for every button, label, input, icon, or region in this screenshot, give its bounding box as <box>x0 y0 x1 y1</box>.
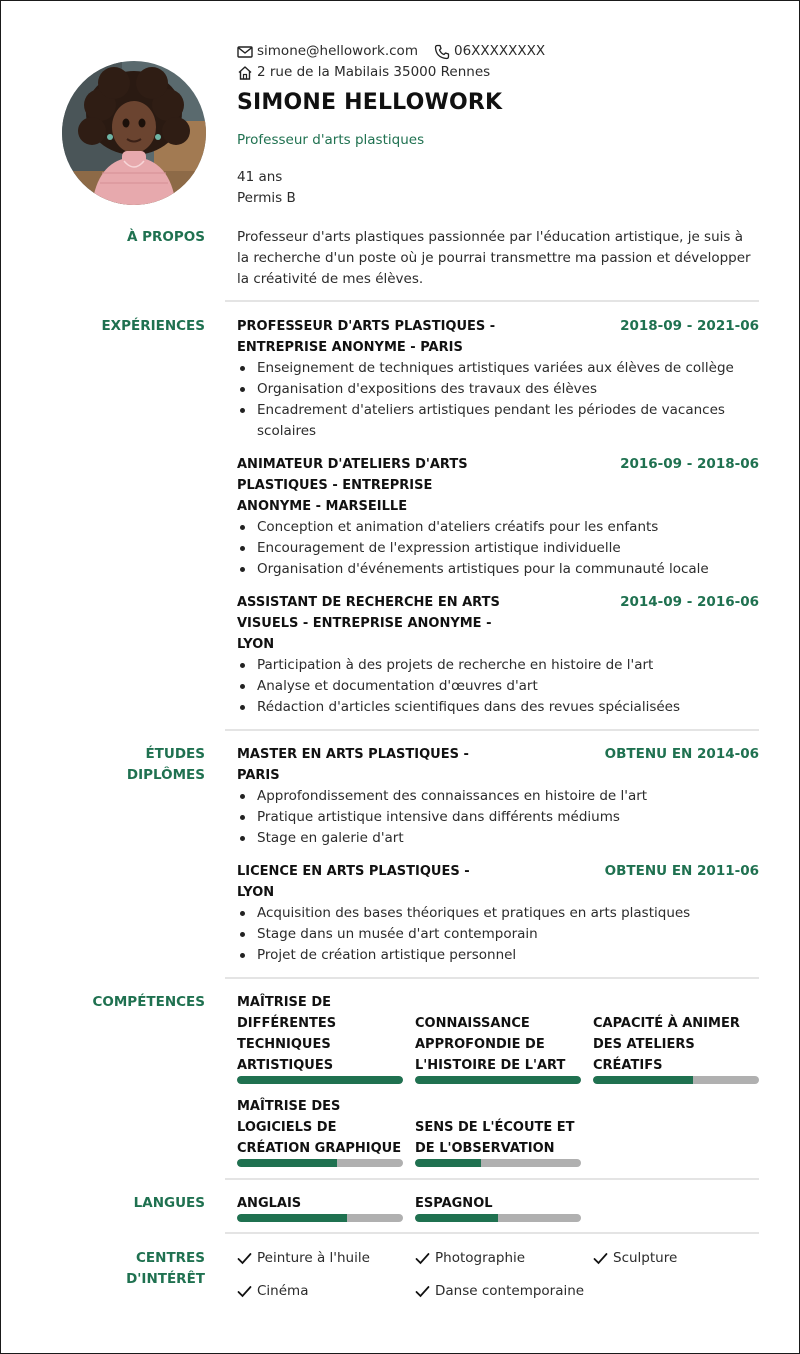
language-item <box>415 1193 581 1222</box>
checkmark-icon <box>237 1285 252 1298</box>
skill-level-fill <box>415 1159 481 1167</box>
phone-text: 06XXXXXXXX <box>453 43 546 59</box>
skill-name-line: APPROFONDIE DE <box>415 1037 545 1052</box>
skill-name-line: DES ATELIERS <box>593 1037 695 1052</box>
checkmark-icon <box>415 1285 430 1298</box>
checkmark-icon <box>415 1252 430 1265</box>
experiences-entry-header <box>237 592 759 655</box>
experiences-entry-title <box>237 592 507 655</box>
about-text: Professeur d'arts plastiques passionnée par l'éducation artistique, je suis à la recherche d'un poste où je pourrai transmettre ma passion et développer la créativité de mes élèves. <box>237 229 751 287</box>
education-entry-title <box>237 861 507 903</box>
skills-section <box>0 992 800 1167</box>
skill-name <box>237 1096 403 1159</box>
candidate-age: 41 ans <box>237 169 283 185</box>
experiences-title-line: PLASTIQUES - ENTREPRISE <box>237 478 433 493</box>
experiences-entry <box>237 592 759 718</box>
email-contact[interactable] <box>237 41 418 62</box>
skill-name-line: ARTISTIQUES <box>237 1058 334 1073</box>
bullet-item: Enseignement de techniques artistiques variées aux élèves de collège <box>237 358 759 379</box>
bullet-item: Stage en galerie d'art <box>237 828 759 849</box>
skill-level-bar <box>415 1076 581 1084</box>
education-title-line: MASTER EN ARTS PLASTIQUES - <box>237 747 469 762</box>
home-icon <box>237 65 253 81</box>
interest-label: Photographie <box>435 1250 526 1266</box>
skill-level-fill <box>415 1076 581 1084</box>
languages-label: LANGUES <box>133 1195 205 1211</box>
experiences-bullet-list <box>237 655 759 718</box>
experiences-title-line: ANIMATEUR D'ATELIERS D'ARTS <box>237 457 468 472</box>
experiences-entry-date: 2014-09 - 2016-06 <box>620 594 759 610</box>
language-level-bar <box>237 1214 403 1222</box>
skill-name-line: TECHNIQUES <box>237 1037 331 1052</box>
education-bullet-list <box>237 786 759 849</box>
skill-name-line: CONNAISSANCE <box>415 1016 530 1031</box>
language-name: ANGLAIS <box>237 1196 302 1211</box>
education-title-line: LICENCE EN ARTS PLASTIQUES - <box>237 864 470 879</box>
experiences-title-line: VISUELS - ENTREPRISE ANONYME - <box>237 616 492 631</box>
avatar <box>62 61 206 205</box>
bullet-item: Stage dans un musée d'art contemporain <box>237 924 759 945</box>
envelope-icon <box>237 45 253 59</box>
education-label <box>45 744 205 786</box>
languages-section <box>0 1193 800 1223</box>
bullet-item: Analyse et documentation d'œuvres d'art <box>237 676 759 697</box>
experiences-title-line: ENTREPRISE ANONYME - PARIS <box>237 340 463 355</box>
skill-name <box>415 1096 581 1159</box>
language-level-bar <box>415 1214 581 1222</box>
interests-label-line-1: CENTRES <box>136 1250 205 1266</box>
skill-level-fill <box>593 1076 693 1084</box>
language-item <box>237 1193 403 1222</box>
education-title-line: PARIS <box>237 768 280 783</box>
skill-name-line: MAÎTRISE DE <box>237 995 331 1010</box>
divider <box>225 1232 759 1234</box>
interest-item <box>237 1248 370 1269</box>
bullet-item: Acquisition des bases théoriques et pratiques en arts plastiques <box>237 903 759 924</box>
interest-item <box>237 1281 308 1302</box>
interest-label: Sculpture <box>613 1250 678 1266</box>
interest-label: Cinéma <box>257 1283 309 1299</box>
interest-label: Danse contemporaine <box>435 1283 585 1299</box>
experiences-label: EXPÉRIENCES <box>101 318 205 334</box>
experiences-entry-title <box>237 316 507 358</box>
bullet-item: Encouragement de l'expression artistique individuelle <box>237 538 759 559</box>
skill-level-bar <box>593 1076 759 1084</box>
about-label: À PROPOS <box>126 229 205 245</box>
experiences-entry-title <box>237 454 507 517</box>
skill-level-fill <box>237 1076 403 1084</box>
phone-icon <box>434 44 450 60</box>
skills-grid <box>237 992 759 1167</box>
experiences-title-line: PROFESSEUR D'ARTS PLASTIQUES - <box>237 319 496 334</box>
divider <box>225 977 759 979</box>
address-contact <box>237 62 490 83</box>
divider <box>225 729 759 731</box>
skill-item <box>237 1096 403 1167</box>
skill-item <box>415 992 581 1084</box>
skill-level-fill <box>237 1159 337 1167</box>
education-label-line-2: DIPLÔMES <box>126 767 205 783</box>
skill-level-bar <box>237 1076 403 1084</box>
header <box>237 41 762 209</box>
experiences-entry-header <box>237 316 759 358</box>
skill-item <box>237 992 403 1084</box>
phone-contact[interactable] <box>434 41 545 62</box>
education-title-line: LYON <box>237 885 275 900</box>
checkmark-icon <box>237 1252 252 1265</box>
bullet-item: Approfondissement des connaissances en histoire de l'art <box>237 786 759 807</box>
experiences-title-line: ANONYME - MARSEILLE <box>237 499 408 514</box>
language-level-fill <box>415 1214 498 1222</box>
experiences-bullet-list <box>237 517 759 580</box>
skill-level-bar <box>237 1159 403 1167</box>
language-level-fill <box>237 1214 347 1222</box>
candidate-name: SIMONE HELLOWORK <box>237 90 503 115</box>
skill-name-line: CAPACITÉ À ANIMER <box>593 1016 740 1031</box>
interests-label <box>45 1248 205 1290</box>
skill-name-line: CRÉATION GRAPHIQUE <box>237 1141 402 1156</box>
education-bullet-list <box>237 903 759 966</box>
experiences-entry-date: 2016-09 - 2018-06 <box>620 456 759 472</box>
bullet-item: Conception et animation d'ateliers créatifs pour les enfants <box>237 517 759 538</box>
bullet-item: Pratique artistique intensive dans différents médiums <box>237 807 759 828</box>
skill-name-line: LOGICIELS DE <box>237 1120 337 1135</box>
address-text: 2 rue de la Mabilais 35000 Rennes <box>257 64 491 80</box>
skill-item <box>415 1096 581 1167</box>
job-title: Professeur d'arts plastiques <box>237 132 425 148</box>
education-entry-title <box>237 744 507 786</box>
bullet-item: Rédaction d'articles scientifiques dans des revues spécialisées <box>237 697 759 718</box>
skill-level-bar <box>415 1159 581 1167</box>
skill-name <box>593 992 759 1076</box>
interests-label-line-2: D'INTÉRÊT <box>126 1271 205 1287</box>
bullet-item: Organisation d'expositions des travaux des élèves <box>237 379 759 400</box>
interest-item <box>415 1248 525 1269</box>
skill-name-line: L'HISTOIRE DE L'ART <box>415 1058 566 1073</box>
bullet-item: Projet de création artistique personnel <box>237 945 759 966</box>
skill-name-line: DE L'OBSERVATION <box>415 1141 555 1156</box>
education-entry-date: OBTENU EN 2011-06 <box>604 863 759 879</box>
bullet-item: Organisation d'événements artistiques pour la communauté locale <box>237 559 759 580</box>
experiences-entry <box>237 316 759 442</box>
bullet-item: Participation à des projets de recherche en histoire de l'art <box>237 655 759 676</box>
experiences-list <box>237 316 759 718</box>
interest-label: Peinture à l'huile <box>257 1250 370 1266</box>
divider <box>225 300 759 302</box>
skill-name-line: SENS DE L'ÉCOUTE ET <box>415 1120 575 1135</box>
education-label-line-1: ÉTUDES <box>145 746 205 762</box>
experiences-bullet-list <box>237 358 759 442</box>
skill-item <box>593 992 759 1084</box>
education-entry-date: OBTENU EN 2014-06 <box>604 746 759 762</box>
education-entry-header <box>237 861 759 903</box>
experiences-entry-header <box>237 454 759 517</box>
education-entry <box>237 744 759 849</box>
bullet-item: Encadrement d'ateliers artistiques pendant les périodes de vacances scolaires <box>237 400 759 442</box>
skill-name-line: DIFFÉRENTES <box>237 1016 337 1031</box>
skill-name <box>415 992 581 1076</box>
email-text: simone@hellowork.com <box>257 43 418 59</box>
experiences-entry-date: 2018-09 - 2021-06 <box>620 318 759 334</box>
skill-name-line: CRÉATIFS <box>593 1058 663 1073</box>
interest-item <box>415 1281 584 1302</box>
language-name: ESPAGNOL <box>415 1196 493 1211</box>
experiences-entry <box>237 454 759 580</box>
checkmark-icon <box>593 1252 608 1265</box>
interest-item <box>593 1248 677 1269</box>
languages-grid <box>237 1193 759 1223</box>
divider <box>225 1178 759 1180</box>
contact-line-1 <box>237 41 762 62</box>
education-entry-header <box>237 744 759 786</box>
contact-line-2 <box>237 62 762 83</box>
skill-name-line: MAÎTRISE DES <box>237 1099 341 1114</box>
experiences-title-line: ASSISTANT DE RECHERCHE EN ARTS <box>237 595 500 610</box>
education-list <box>237 744 759 966</box>
skills-label: COMPÉTENCES <box>92 994 205 1010</box>
driving-license: Permis B <box>237 190 296 206</box>
education-entry <box>237 861 759 966</box>
experiences-title-line: LYON <box>237 637 275 652</box>
skill-name <box>237 992 403 1076</box>
interests-grid <box>237 1248 759 1308</box>
